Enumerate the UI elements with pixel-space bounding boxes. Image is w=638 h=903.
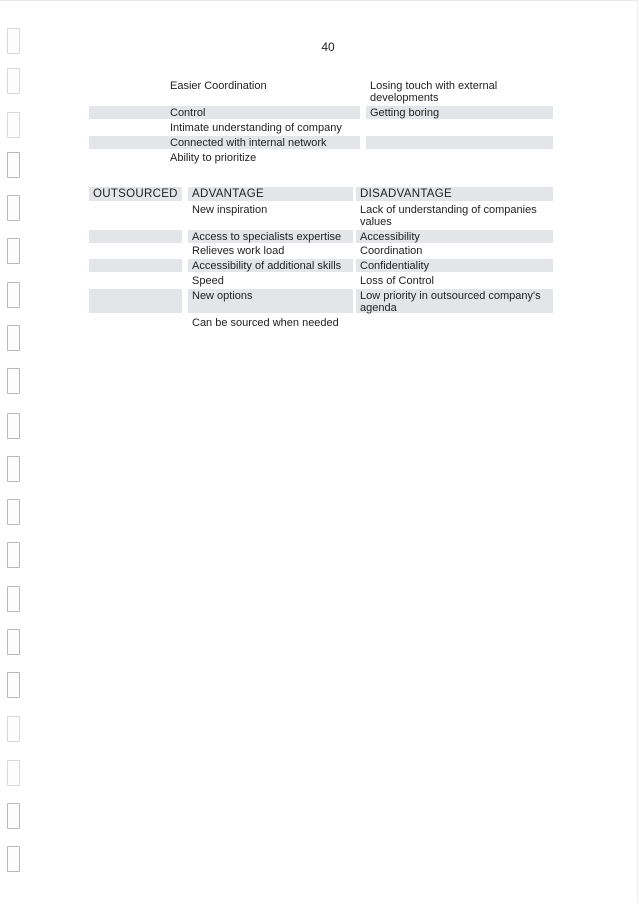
binder-hole-icon [7,68,20,94]
binder-hole-icon [7,760,20,786]
outsourced-advantage-cell: New inspiration [192,204,268,216]
binder-hole-icon [7,803,20,829]
page-number: 40 [321,40,335,54]
internal-advantage-cell: Control [170,107,206,119]
binder-hole-icon [7,238,20,264]
outsourced-disadvantage-cell: Loss of Control [360,275,434,287]
internal-disadvantage-cell: Getting boring [370,107,440,119]
binder-hole-icon [7,716,20,742]
binder-hole-icon [7,456,20,482]
outsourced-disadvantage-cell: Lack of understanding of companies values [360,204,537,228]
internal-advantage-cell: Easier Coordination [170,80,267,92]
advantage-header: ADVANTAGE [192,188,264,200]
row-shade [89,289,182,313]
outsourced-advantage-cell: Can be sourced when needed [192,317,339,329]
outsourced-label: OUTSOURCED [93,188,178,200]
binder-hole-icon [7,112,20,138]
binder-hole-icon [7,542,20,568]
row-shade [89,230,182,243]
internal-advantage-cell: Ability to prioritize [170,152,257,164]
row-shade [89,259,182,272]
outsourced-disadvantage-cell: Low priority in outsourced company's agenda [360,290,541,314]
row-shade [89,106,360,119]
binder-hole-icon [7,846,20,872]
binder-hole-icon [7,672,20,698]
binder-hole-icon [7,586,20,612]
binder-hole-icon [7,499,20,525]
outsourced-disadvantage-cell: Coordination [360,245,423,257]
binder-hole-icon [7,413,20,439]
binder-hole-icon [7,282,20,308]
internal-disadvantage-cell: Losing touch with external developments [370,80,498,104]
outsourced-advantage-cell: Relieves work load [192,245,285,257]
binder-hole-icon [7,368,20,394]
outsourced-disadvantage-cell: Confidentiality [360,260,430,272]
binder-hole-icon [7,152,20,178]
internal-advantage-cell: Connected with internal network [170,137,327,149]
binder-hole-icon [7,195,20,221]
binder-hole-icon [7,325,20,351]
outsourced-advantage-cell: Accessibility of additional skills [192,260,342,272]
binder-hole-icon [7,629,20,655]
outsourced-disadvantage-cell: Accessibility [360,231,420,243]
row-shade [366,136,553,149]
outsourced-advantage-cell: Access to specialists expertise [192,231,342,243]
outsourced-advantage-cell: Speed [192,275,224,287]
disadvantage-header: DISADVANTAGE [360,188,452,200]
outsourced-advantage-cell: New options [192,290,253,302]
internal-advantage-cell: Intimate understanding of company [170,122,342,134]
